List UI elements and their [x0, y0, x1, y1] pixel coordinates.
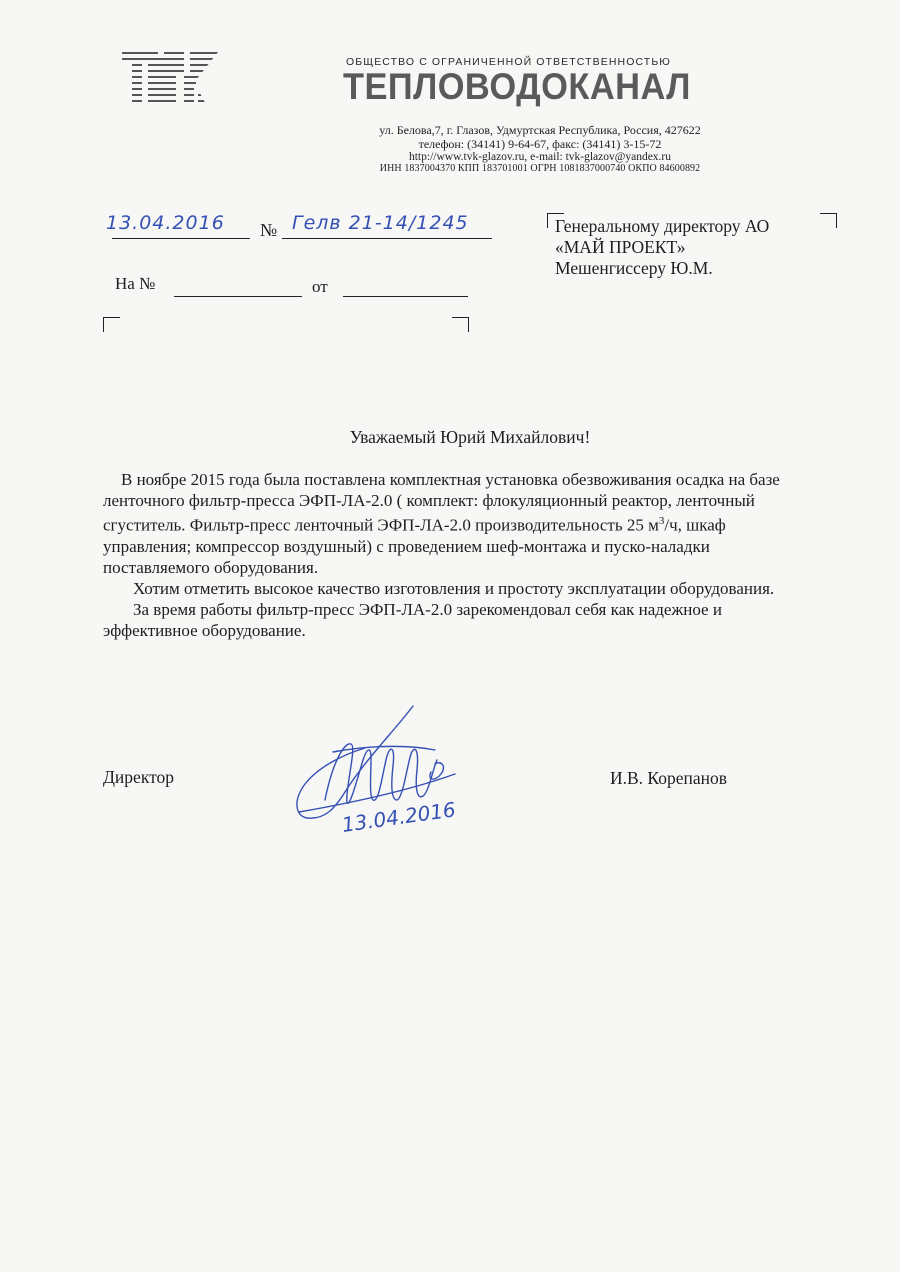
letter-body [103, 469, 853, 641]
body-text-part: сгуститель. Фильтр-пресс ленточный ЭФП-ЛА-2.0 производительность 25 м [103, 515, 659, 535]
salutation: Уважаемый Юрий Михайлович! [349, 427, 591, 447]
reply-number-line [174, 296, 302, 297]
outgoing-date: 13.04.2016 [106, 212, 225, 234]
outgoing-number: Гелв 21-14/1245 [292, 212, 469, 234]
signature-date: 13.04.2016 [340, 797, 458, 837]
superscript-unit: 3 [658, 515, 665, 527]
reply-number-label: На № [115, 274, 156, 293]
body-line: управления; компрессор воздушный) с проведением шеф-монтажа и пуско-наладки [103, 536, 710, 556]
addressee-block [555, 216, 769, 279]
subject-corner-right [452, 317, 469, 332]
subject-corner-left [103, 317, 120, 332]
addressee-line: Генеральному директору АО [555, 216, 770, 236]
date-underline [112, 238, 250, 239]
addressee-line: Мешенгиссеру Ю.М. [555, 258, 713, 278]
body-line: За время работы фильтр-пресс ЭФП-ЛА-2.0 зарекомендовал себя как надежное и [133, 599, 722, 619]
body-line: Хотим отметить высокое качество изготовления и простоту эксплуатации оборудования. [133, 578, 775, 598]
number-sign: № [260, 220, 278, 240]
org-registry: ИНН 1837004370 КПП 183701001 ОГРН 1081837000740 ОКПО 84600892 [379, 163, 701, 174]
org-legal-form: ОБЩЕСТВО С ОГРАНИЧЕННОЙ ОТВЕТСТВЕННОСТЬЮ [346, 56, 672, 68]
signer-title: Директор [103, 767, 175, 787]
company-logo [122, 52, 218, 108]
org-web-email: http://www.tvk-glazov.ru, e-mail: tvk-glazov@yandex.ru [408, 151, 672, 163]
body-line: ленточного фильтр-пресса ЭФП-ЛА-2.0 ( комплект: флокуляционный реактор, ленточный [103, 491, 755, 510]
body-line: поставляемого оборудования. [103, 557, 319, 577]
body-line: В ноябре 2015 года была поставлена комплектная установка обезвоживания осадка на базе [121, 470, 780, 489]
number-underline [282, 238, 492, 239]
org-name: ТЕПЛОВОДОКАНАЛ [343, 66, 691, 107]
signer-name: И.В. Корепанов [610, 768, 728, 788]
handwritten-signature [285, 700, 495, 840]
org-phones: телефон: (34141) 9-64-67, факс: (34141) 3-15-72 [418, 137, 662, 151]
body-text-part: /ч, шкаф [664, 515, 726, 535]
body-line [103, 511, 853, 536]
addressee-corner-right [820, 213, 837, 228]
reply-date-line [343, 296, 468, 297]
reply-date-label: от [312, 277, 328, 296]
body-line: эффективное оборудование. [103, 620, 306, 640]
org-address: ул. Белова,7, г. Глазов, Удмуртская Республика, Россия, 427622 [379, 123, 701, 137]
addressee-line: «МАЙ ПРОЕКТ» [555, 237, 686, 257]
